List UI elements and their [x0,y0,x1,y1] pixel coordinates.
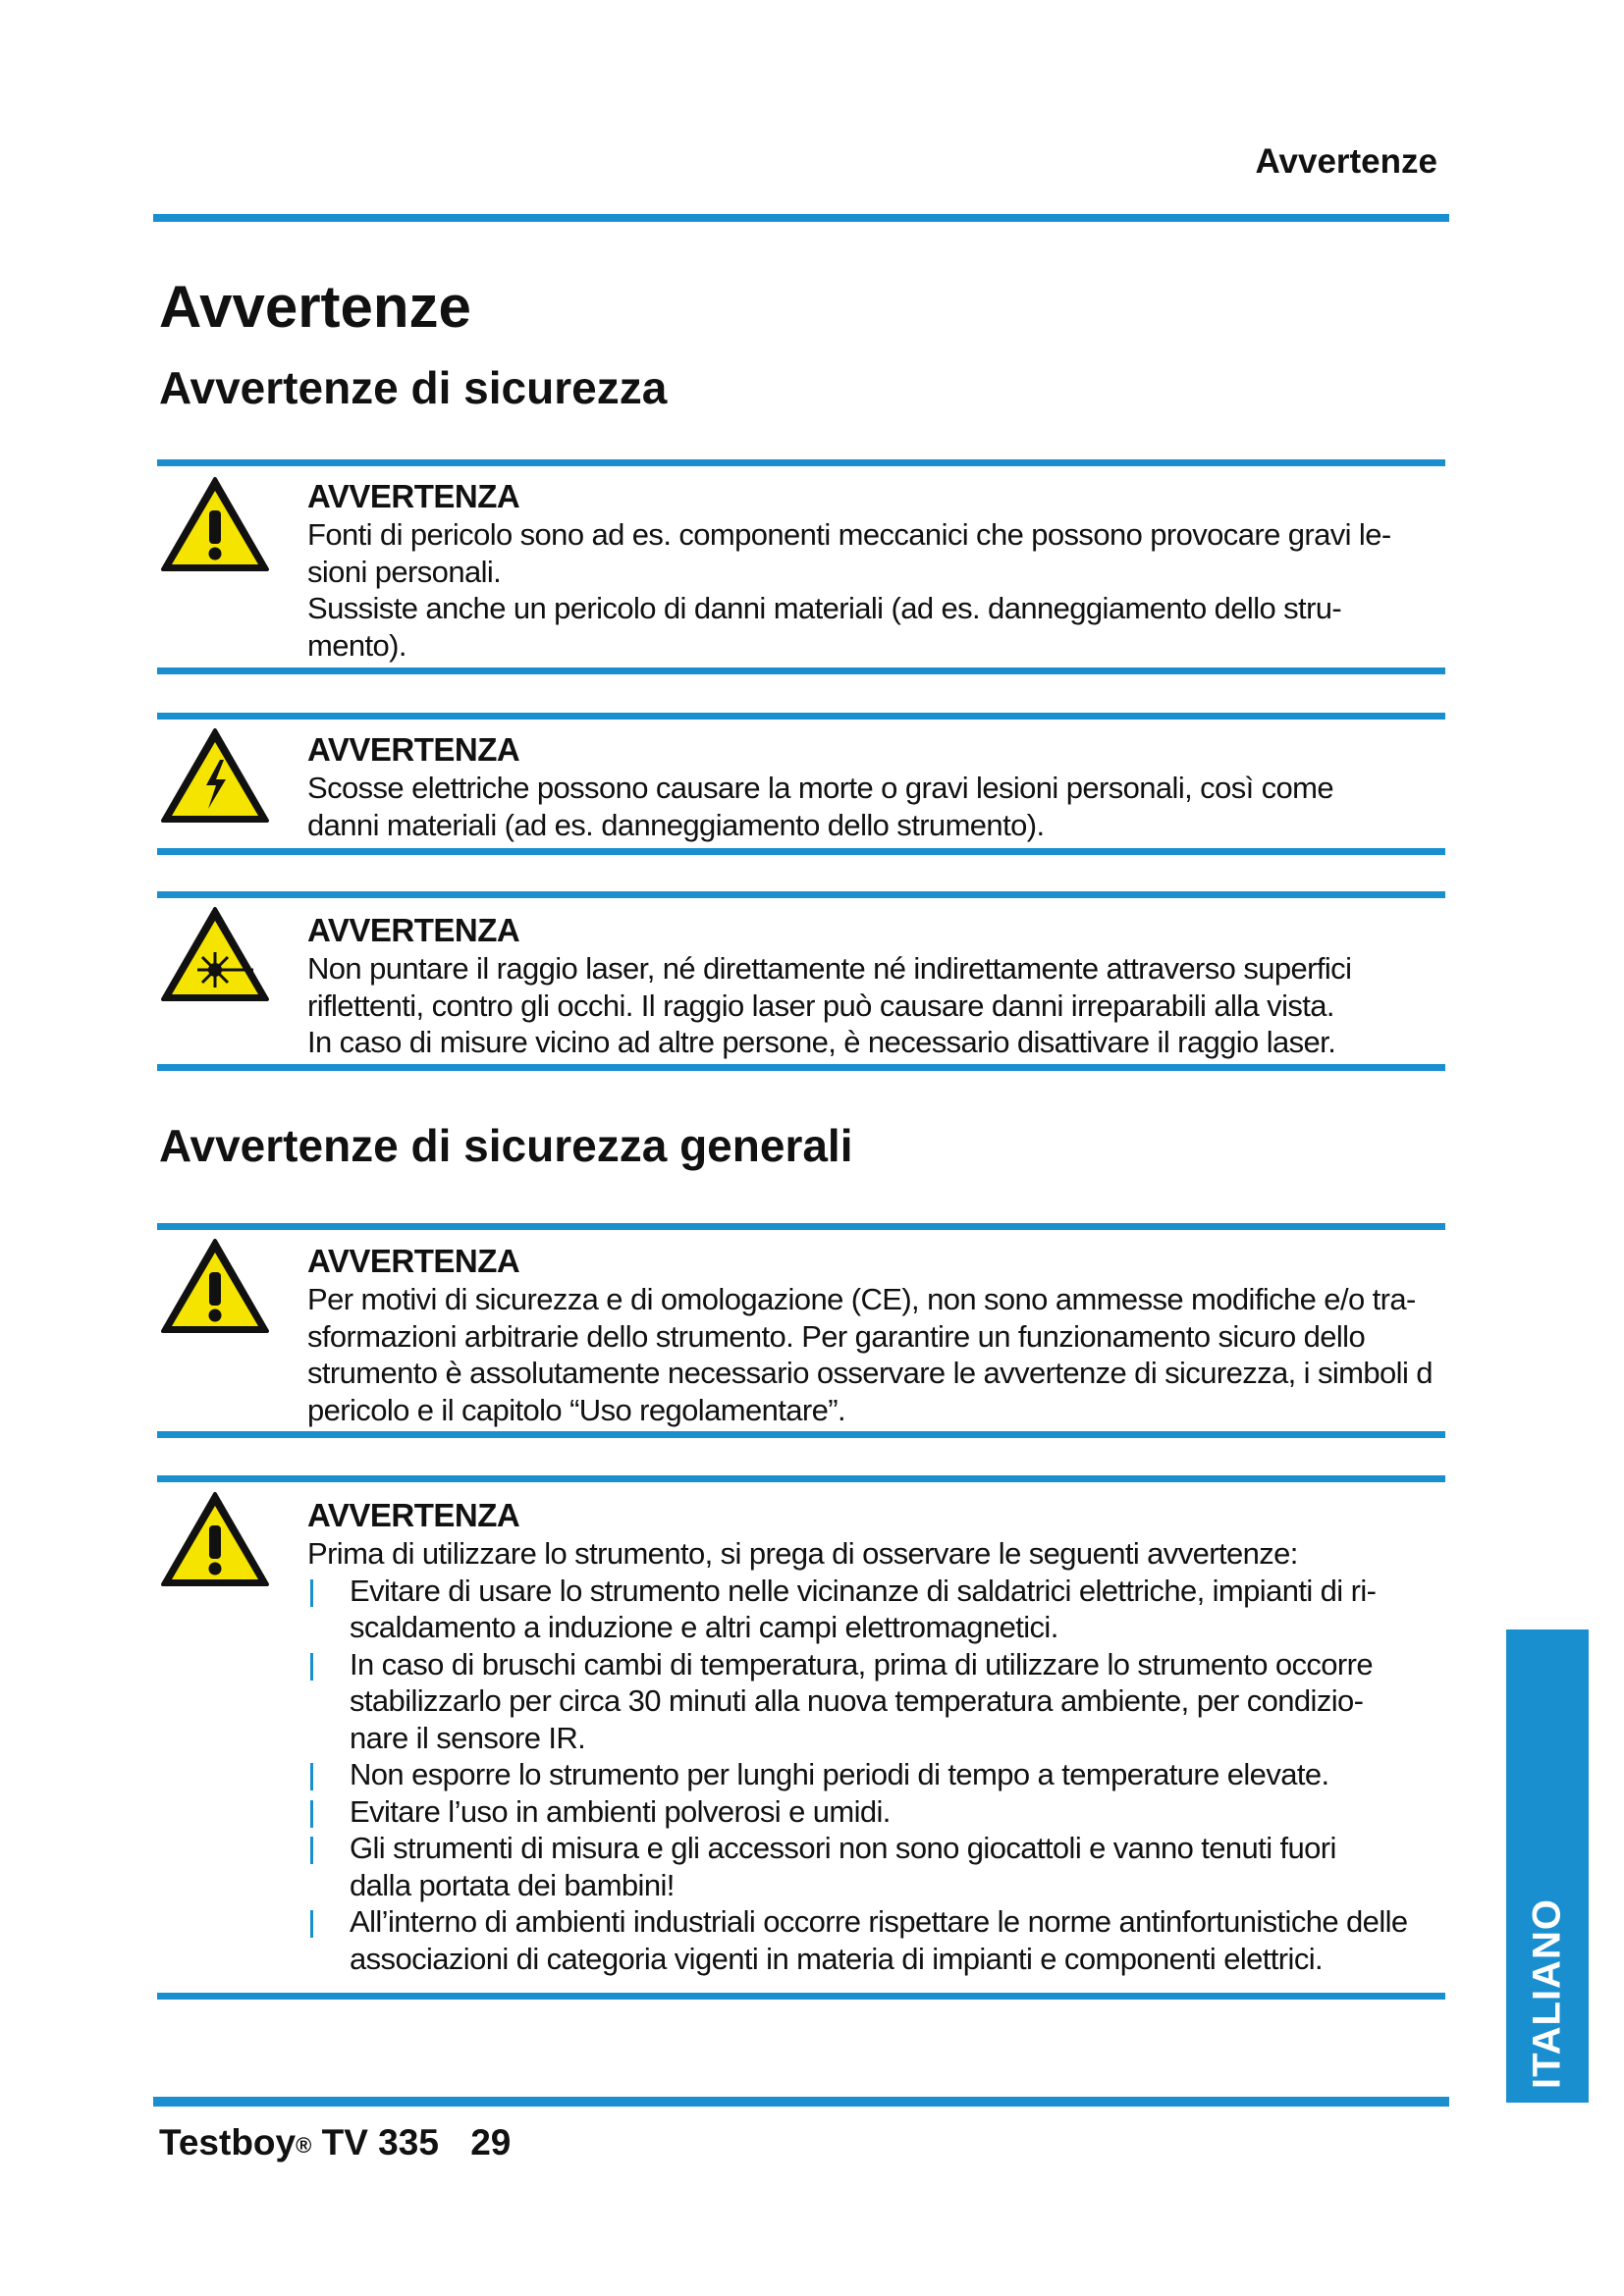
warning-text [307,1535,1446,1977]
bullet-line: nare il sensore IR. [350,1720,586,1755]
warning-bottom-rule [157,1064,1445,1071]
bullet-line: All’interno di ambienti industriali occorre rispettare le norme antinfortunistiche delle [350,1904,1408,1939]
footer-model: TV 335 [321,2122,439,2163]
section-title-general-safety: Avvertenze di sicurezza generali [159,1120,853,1171]
warning-line: strumento è assolutamente necessario osservare le avvertenze di sicurezza, i simboli d [307,1356,1433,1390]
warning-bottom-rule [157,848,1445,855]
warning-title: AVVERTENZA [307,1243,520,1279]
warning-line: danni materiali (ad es. danneggiamento dello strumento). [307,807,1045,842]
electric-shock-warning-icon [159,724,271,825]
page-title: Avvertenze [159,274,471,340]
warning-line: sformazioni arbitrarie dello strumento. Per garantire un funzionamento sicuro dello [307,1318,1366,1354]
warning-top-rule [157,1223,1445,1230]
footer-rule [153,2097,1449,2107]
warning-bottom-rule [157,667,1445,674]
running-header: Avvertenze [1255,142,1437,181]
warning-line: mento). [307,627,406,663]
bullet-item [307,1756,1446,1793]
warning-title: AVVERTENZA [307,478,520,514]
bullet-line: dalla portata dei bambini! [350,1867,675,1902]
warning-title: AVVERTENZA [307,1497,520,1533]
bullet-line: In caso di bruschi cambi di temperatura, prima di utilizzare lo strumento occorre [350,1646,1374,1682]
warning-line: riflettenti, contro gli occhi. Il raggio laser può causare danni irreparabili alla vista. [307,988,1334,1023]
warning-text [307,516,1446,664]
warning-block [307,730,1446,843]
bullet-item [307,1830,1446,1903]
laser-warning-icon [159,903,271,1003]
page-number: 29 [470,2122,512,2163]
general-warning-icon [159,1235,271,1335]
language-tab [1506,1629,1589,2103]
bullet-line: Evitare l’uso in ambienti polverosi e umidi. [350,1793,891,1829]
warning-top-rule [157,891,1445,898]
warning-text [307,950,1446,1061]
warning-bottom-rule [157,1993,1445,2000]
bullet-line: scaldamento a induzione e altri campi elettromagnetici. [350,1610,1058,1644]
bullet-line: Evitare di usare lo strumento nelle vicinanze di saldatrici elettriche, impianti di ri- [350,1573,1377,1608]
warning-line: Fonti di pericolo sono ad es. componenti meccanici che possono provocare gravi le- [307,517,1391,552]
general-warning-icon [159,473,271,573]
warning-top-rule [157,1475,1445,1482]
warning-block [307,1496,1446,1977]
warning-line: sioni personali. [307,554,502,589]
section-title-safety: Avvertenze di sicurezza [159,362,668,413]
warning-line: Scosse elettriche possono causare la morte o gravi lesioni personali, così come [307,771,1334,805]
warning-title: AVVERTENZA [307,731,520,768]
warning-text [307,1281,1446,1428]
warning-intro: Prima di utilizzare lo strumento, si prega di osservare le seguenti avvertenze: [307,1536,1298,1571]
warning-block [307,477,1446,664]
footer [159,2122,511,2163]
warning-block [307,1242,1446,1428]
warning-line: Sussiste anche un pericolo di danni materiali (ad es. danneggiamento dello stru- [307,591,1342,625]
warning-top-rule [157,459,1445,466]
warning-block [307,911,1446,1061]
warning-line: Non puntare il raggio laser, né direttamente né indirettamente attraverso superfici [307,951,1352,986]
footer-brand: Testboy [159,2122,297,2163]
general-warning-icon [159,1488,271,1588]
bullet-line: associazioni di categoria vigenti in materia di impianti e componenti elettrici. [350,1941,1324,1976]
warning-line: Per motivi di sicurezza e di omologazione (CE), non sono ammesse modifiche e/o tra- [307,1282,1416,1316]
warning-line: pericolo e il capitolo “Uso regolamentare”. [307,1392,845,1427]
bullet-item [307,1903,1446,1977]
warning-title: AVVERTENZA [307,912,520,948]
bullet-line: stabilizzarlo per circa 30 minuti alla nuova temperatura ambiente, per condizio- [350,1683,1364,1718]
bullet-line: Non esporre lo strumento per lunghi periodi di tempo a temperature elevate. [350,1757,1329,1791]
header-rule [153,214,1449,222]
registered-mark: ® [296,2133,312,2158]
warning-top-rule [157,713,1445,720]
warning-bottom-rule [157,1431,1445,1438]
bullet-line: Gli strumenti di misura e gli accessori non sono giocattoli e vanno tenuti fuori [350,1831,1336,1865]
warning-line: In caso di misure vicino ad altre persone, è necessario disattivare il raggio laser. [307,1025,1336,1059]
language-tab-label: ITALIANO [1525,1898,1569,2089]
warning-text [307,770,1446,843]
bullet-item [307,1793,1446,1831]
bullet-item [307,1573,1446,1646]
bullet-item [307,1646,1446,1757]
